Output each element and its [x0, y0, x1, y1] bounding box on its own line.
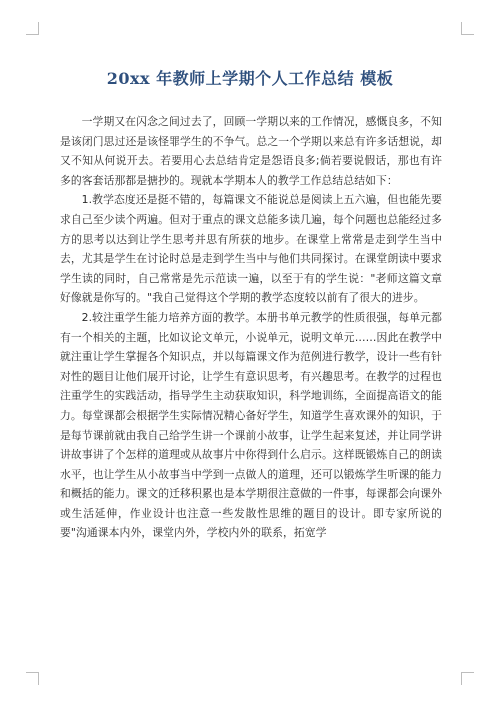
crop-mark-bottom-left: [26, 672, 39, 685]
crop-mark-top-left: [26, 22, 39, 35]
paragraph-teaching-attitude: 1.教学态度还是挺不错的，每篇课文不能说总是阅读上五六遍，但也能先要求自己至少读个两遍。但对于重点的课文总能多读几遍，每个问题也总能经过多方的思考以达到让学生思考并思有所获的地步。在课堂上常常是走到学生当中去，尤其是学生在讨论时总是走到学生当中与他们共同探讨。在课堂朗读中要求学生读的同时，自己常常是先示范读一遍，以至于有的学生说："老师这篇文章好像就是你写的。"我自己觉得这个学期的教学态度较以前有了很大的进步。: [60, 193, 442, 305]
crop-mark-top-right: [461, 22, 474, 35]
paragraph-intro: 一学期又在闪念之间过去了，回顾一学期以来的工作情况，感慨良多，不知是该闭门思过还是该怪罪学生的不争气。总之一个学期以来总有许多话想说，却又不知从何说开去。若要用心去总结肯定是怨语良多;倘若要说假话，那也有许多的客套话那都是搪抄的。现就本学期本人的教学工作总结总结如下：: [60, 115, 442, 187]
document-body: [60, 112, 442, 543]
paragraph-ability-training: 2.较注重学生能力培养方面的教学。本册书单元教学的性质很强，每单元都有一个相关的主题，比如议论文单元，小说单元，说明文单元……因此在教学中就注重让学生掌握各个知识点，并以每篇课文作为范例进行教学，设计一些有针对性的题目让他们展开讨论，让学生有意识思考，有兴趣思考。在教学的过程也注重学生的实践活动，指导学生主动获取知识，科学地训练，全面提高语文的能力。每堂课都会根据学生实际情况精心备好学生，知道学生喜欢课外的知识，于是每节课前就由我自己给学生讲一个课前小故事，让学生起来复述，并让同学讲讲故事讲了个怎样的道理或从故事片中你得到什么启示。这样既锻炼自己的朗读水平，也让学生从小故事当中学到一点做人的道理，还可以锻炼学生听课的能力和概括的能力。课文的迁移积累也是本学期很注意做的一件事，每课都会向课外或生活延伸，作业设计也注意一些发散性思维的题目的设计。即专家所说的要"沟通课本内外，课堂内外，学校内外的联系，拓宽学: [60, 310, 442, 540]
document-title: 20xx 年教师上学期个人工作总结 模板: [106, 69, 394, 88]
crop-mark-bottom-right: [461, 672, 474, 685]
